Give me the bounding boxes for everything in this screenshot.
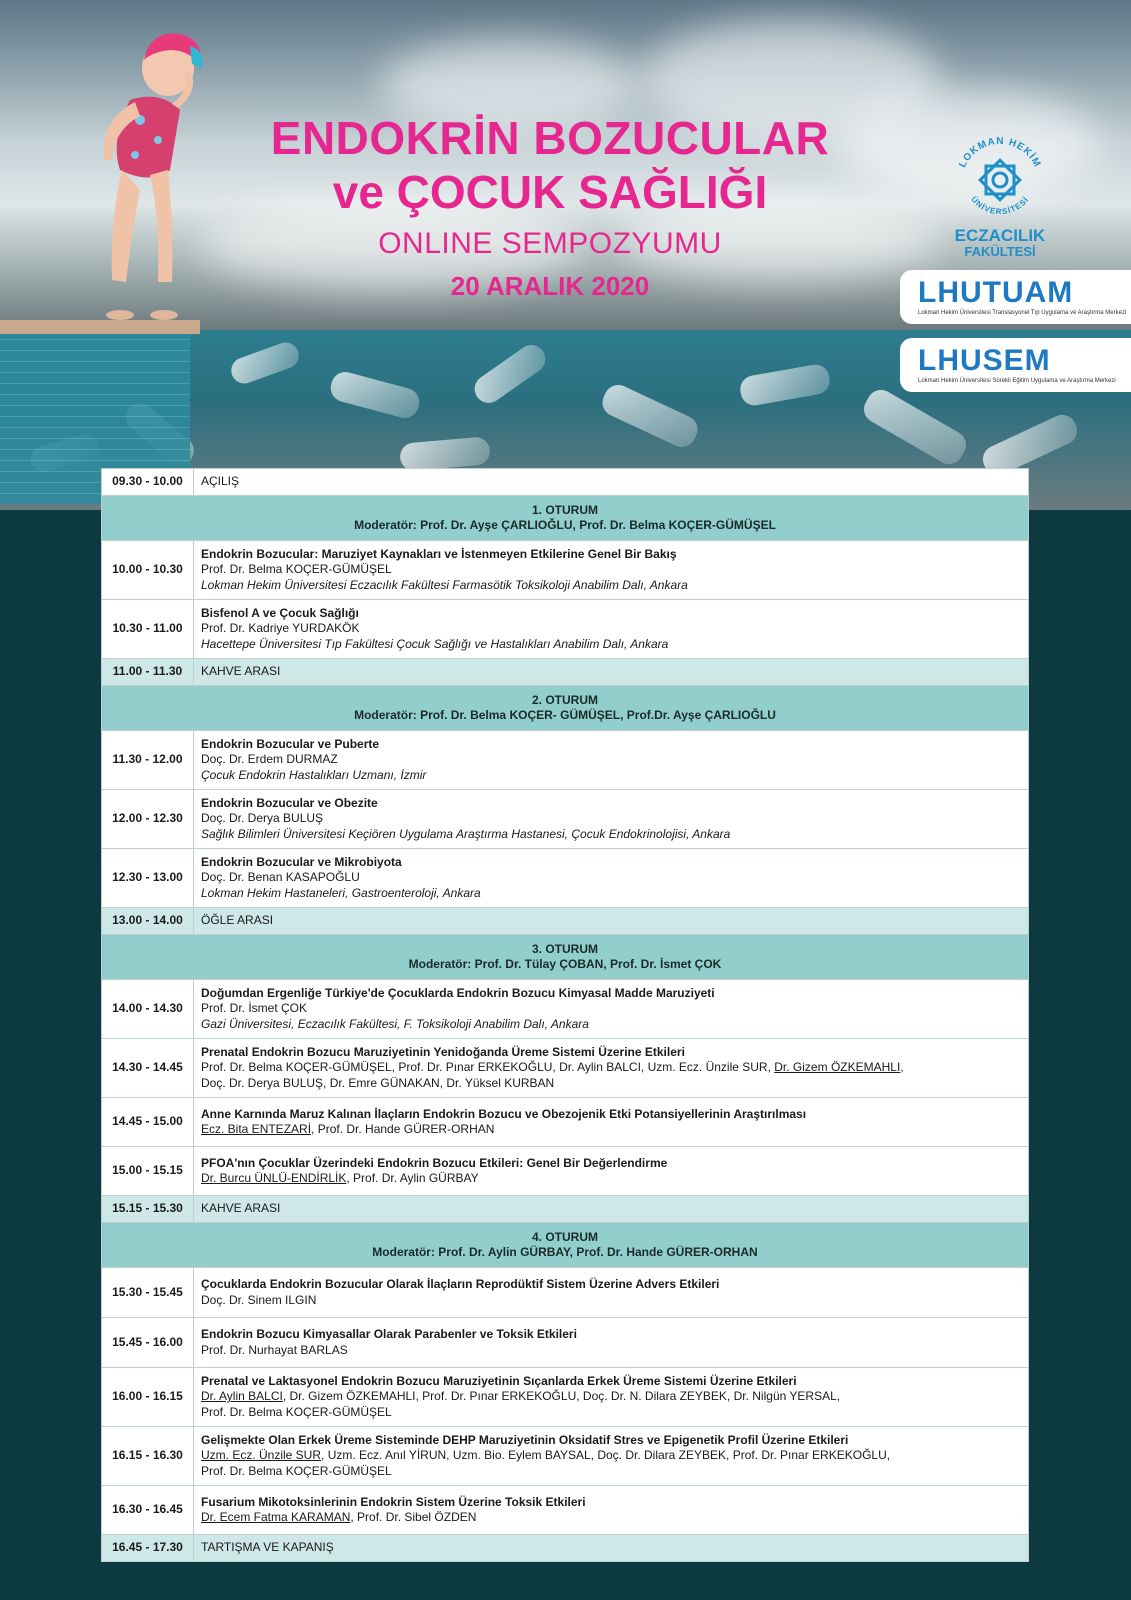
table-row xyxy=(102,541,1029,600)
talk-speaker: Doç. Dr. Erdem DURMAZ xyxy=(201,752,338,767)
authors-text: Prof. Dr. Belma KOÇER-GÜMÜŞEL, Prof. Dr. Pınar ERKEKOĞLU, Dr. Aylin BALCI, Uzm. Ecz. Ünzile SUR, xyxy=(201,1060,775,1075)
lhutuam-name: LHUTUAM xyxy=(918,276,1074,309)
talk-authors xyxy=(201,1060,1021,1076)
talk-authors xyxy=(201,1389,1021,1405)
talk-authors xyxy=(201,1171,1021,1187)
table-row xyxy=(102,1039,1029,1098)
title-line-1: ENDOKRİN BOZUCULAR xyxy=(270,112,830,164)
talk-affiliation: Gazi Üniversitesi, Eczacılık Fakültesi, F. Toksikoloji Anabilim Dalı, Ankara xyxy=(201,1016,589,1031)
slot-time: 11.30 - 12.00 xyxy=(102,731,194,790)
talk-authors-line-2: Prof. Dr. Belma KOÇER-GÜMÜŞEL xyxy=(201,1463,392,1478)
slot-label: ÖĞLE ARASI xyxy=(194,908,1029,935)
talk-speaker: Doç. Dr. Sinem ILGIN xyxy=(201,1292,317,1307)
slot-time: 13.00 - 14.00 xyxy=(102,908,194,935)
session-moderators: Moderatör: Prof. Dr. Ayşe ÇARLIOĞLU, Prof. Dr. Belma KOÇER-GÜMÜŞEL xyxy=(354,518,776,532)
lhusem-logo xyxy=(900,338,1131,392)
talk-authors xyxy=(201,1122,1021,1138)
authors-text: , xyxy=(900,1060,904,1075)
presenter-name: Ecz. Bita ENTEZARİ xyxy=(201,1122,312,1136)
slot-time: 10.30 - 11.00 xyxy=(102,600,194,659)
table-row xyxy=(102,1098,1029,1147)
break-row xyxy=(102,908,1029,935)
slot-label: KAHVE ARASI xyxy=(194,659,1029,686)
pool-edge xyxy=(0,320,200,334)
slot-label: KAHVE ARASI xyxy=(194,1196,1029,1223)
slot-time: 14.45 - 15.00 xyxy=(102,1098,194,1147)
presenter-name: Dr. Burcu ÜNLÜ-ENDİRLİK xyxy=(201,1171,347,1185)
svg-text:LOKMAN HEKİM xyxy=(957,136,1042,170)
talk-title: Bisfenol A ve Çocuk Sağlığı xyxy=(201,605,359,620)
session-moderators: Moderatör: Prof. Dr. Aylin GÜRBAY, Prof. Dr. Hande GÜRER-ORHAN xyxy=(372,1245,758,1259)
talk-affiliation: Çocuk Endokrin Hastalıkları Uzmanı, İzmir xyxy=(201,767,427,782)
lhusem-name: LHUSEM xyxy=(918,344,1051,377)
talk-title: Anne Karnında Maruz Kalınan İlaçların Endokrin Bozucu ve Obezojenik Etki Potansiyellerinin Araştırılması xyxy=(201,1106,807,1121)
talk-speaker: Doç. Dr. Derya BULUŞ xyxy=(201,811,324,826)
talk-affiliation: Sağlık Bilimleri Üniversitesi Keçiören Uygulama Araştırma Hastanesi, Çocuk Endokrinolojisi, Ankara xyxy=(201,826,731,841)
break-row xyxy=(102,659,1029,686)
program-table xyxy=(101,468,1029,1562)
talk-authors-line-2: Prof. Dr. Belma KOÇER-GÜMÜŞEL xyxy=(201,1404,392,1419)
presenter-name: Dr. Ecem Fatma KARAMAN xyxy=(201,1510,351,1524)
slot-time: 15.15 - 15.30 xyxy=(102,1196,194,1223)
slot-time: 16.00 - 16.15 xyxy=(102,1368,194,1427)
authors-text: , Prof. Dr. Hande GÜRER-ORHAN xyxy=(311,1122,495,1136)
talk-title: Endokrin Bozucu Kimyasallar Olarak Parabenler ve Toksik Etkileri xyxy=(201,1327,577,1341)
slot-time: 15.00 - 15.15 xyxy=(102,1147,194,1196)
talk-authors xyxy=(201,1448,1021,1464)
hero-banner xyxy=(0,0,1131,510)
session-header xyxy=(102,1223,1029,1268)
session-moderators: Moderatör: Prof. Dr. Tülay ÇOBAN, Prof. Dr. İsmet ÇOK xyxy=(408,957,722,971)
session-title: 4. OTURUM xyxy=(532,1229,598,1244)
slot-time: 15.45 - 16.00 xyxy=(102,1318,194,1368)
presenter-name: Uzm. Ecz. Ünzile SUR xyxy=(201,1448,322,1463)
slot-time: 16.30 - 16.45 xyxy=(102,1486,194,1535)
slot-label: AÇILIŞ xyxy=(194,469,1029,496)
emblem-arc-text-2: ÜNİVERSİTESİ xyxy=(969,194,1031,217)
lhutuam-subtitle: Lokman Hekim Üniversitesi Translasyonel Tıp Uygulama ve Araştırma Merkezi xyxy=(918,310,1127,316)
talk-authors-line-2: Doç. Dr. Derya BULUŞ, Dr. Emre GÜNAKAN, Dr. Yüksel KURBAN xyxy=(201,1075,555,1090)
table-row xyxy=(102,1486,1029,1535)
faculty-line-2: FAKÜLTESİ xyxy=(964,244,1036,259)
talk-title: Endokrin Bozucular ve Puberte xyxy=(201,736,380,751)
session-header xyxy=(102,496,1029,541)
talk-affiliation: Hacettepe Üniversitesi Tıp Fakültesi Çocuk Sağlığı ve Hastalıkları Anabilim Dalı, Ankara xyxy=(201,636,669,651)
session-header xyxy=(102,935,1029,980)
table-row xyxy=(102,1368,1029,1427)
subtitle: ONLINE SEMPOZYUMU xyxy=(378,227,722,260)
table-row xyxy=(102,849,1029,908)
table-row xyxy=(102,1427,1029,1486)
presenter-name: Dr. Gizem ÖZKEMAHLI xyxy=(774,1060,901,1075)
slot-time: 12.00 - 12.30 xyxy=(102,790,194,849)
table-row xyxy=(102,980,1029,1039)
talk-title: Çocuklarda Endokrin Bozucular Olarak İlaçların Reprodüktif Sistem Üzerine Advers Etkileri xyxy=(201,1277,720,1291)
session-title: 1. OTURUM xyxy=(532,502,598,517)
slot-time: 11.00 - 11.30 xyxy=(102,659,194,686)
table-row xyxy=(102,790,1029,849)
break-row xyxy=(102,1196,1029,1223)
university-emblem-icon xyxy=(950,130,1050,222)
slot-time: 16.45 - 17.30 xyxy=(102,1535,194,1562)
talk-title: Endokrin Bozucular: Maruziyet Kaynakları ve İstenmeyen Etkilerine Genel Bir Bakış xyxy=(201,546,677,561)
talk-title: Endokrin Bozucular ve Mikrobiyota xyxy=(201,854,402,869)
talk-title: PFOA'nın Çocuklar Üzerindeki Endokrin Bozucu Etkileri: Genel Bir Değerlendirme xyxy=(201,1155,668,1170)
slot-time: 14.00 - 14.30 xyxy=(102,980,194,1039)
lhutuam-logo xyxy=(900,270,1131,324)
slot-time: 15.30 - 15.45 xyxy=(102,1268,194,1318)
slot-time: 10.00 - 10.30 xyxy=(102,541,194,600)
authors-text: , Uzm. Ecz. Anıl YİRUN, Uzm. Bio. Eylem BAYSAL, Doç. Dr. Dilara ZEYBEK, Prof. Dr. Pınar ERKEKOĞLU, xyxy=(321,1448,891,1463)
session-title: 3. OTURUM xyxy=(532,941,598,956)
talk-title: Prenatal ve Laktasyonel Endokrin Bozucu Maruziyetinin Sıçanlarda Erkek Üreme Sistemi Üzerine Etkileri xyxy=(201,1373,797,1388)
table-row xyxy=(102,731,1029,790)
talk-speaker: Doç. Dr. Benan KASAPOĞLU xyxy=(201,870,360,885)
talk-speaker: Prof. Dr. İsmet ÇOK xyxy=(201,1001,308,1016)
session-moderators: Moderatör: Prof. Dr. Belma KOÇER- GÜMÜŞEL, Prof.Dr. Ayşe ÇARLIOĞLU xyxy=(354,708,776,722)
talk-affiliation: Lokman Hekim Hastaneleri, Gastroenteroloji, Ankara xyxy=(201,885,481,900)
talk-title: Endokrin Bozucular ve Obezite xyxy=(201,795,378,810)
event-date: 20 ARALIK 2020 xyxy=(450,271,650,301)
eczacilik-logo xyxy=(940,130,1060,259)
table-row xyxy=(102,1147,1029,1196)
talk-speaker: Prof. Dr. Nurhayat BARLAS xyxy=(201,1342,348,1357)
session-header xyxy=(102,686,1029,731)
talk-speaker: Prof. Dr. Belma KOÇER-GÜMÜŞEL xyxy=(201,562,392,577)
authors-text: , Dr. Gizem ÖZKEMAHLI, Prof. Dr. Pınar ERKEKOĞLU, Doç. Dr. N. Dilara ZEYBEK, Dr. Nilgün YERSAL, xyxy=(282,1389,841,1404)
talk-speaker: Prof. Dr. Kadriye YURDAKÖK xyxy=(201,621,360,636)
talk-affiliation: Lokman Hekim Üniversitesi Eczacılık Fakültesi Farmasötik Toksikoloji Anabilim Dalı, Ankara xyxy=(201,577,688,592)
break-row xyxy=(102,1535,1029,1562)
faculty-line-1: ECZACILIK xyxy=(954,226,1046,245)
title-block xyxy=(230,112,870,306)
session-title: 2. OTURUM xyxy=(532,692,598,707)
talk-title: Prenatal Endokrin Bozucu Maruziyetinin Yenidoğanda Üreme Sistemi Üzerine Etkileri xyxy=(201,1044,685,1059)
slot-label: TARTIŞMA VE KAPANIŞ xyxy=(194,1535,1029,1562)
table-row xyxy=(102,1268,1029,1318)
table-row xyxy=(102,600,1029,659)
presenter-name: Dr. Aylin BALCI xyxy=(201,1389,283,1404)
talk-authors xyxy=(201,1510,1021,1526)
slot-time: 14.30 - 14.45 xyxy=(102,1039,194,1098)
table-row xyxy=(102,469,1029,496)
authors-text: , Prof. Dr. Aylin GÜRBAY xyxy=(346,1171,479,1185)
slot-time: 16.15 - 16.30 xyxy=(102,1427,194,1486)
slot-time: 09.30 - 10.00 xyxy=(102,469,194,496)
talk-title: Fusarium Mikotoksinlerinin Endokrin Sistem Üzerine Toksik Etkileri xyxy=(201,1494,586,1509)
talk-title: Gelişmekte Olan Erkek Üreme Sisteminde DEHP Maruziyetinin Oksidatif Stres ve Epigenetik Profil Üzerine Etkileri xyxy=(201,1432,849,1447)
lhusem-subtitle: Lokman Hekim Üniversitesi Sürekli Eğitim Uygulama ve Araştırma Merkezi xyxy=(918,378,1116,384)
authors-text: , Prof. Dr. Sibel ÖZDEN xyxy=(350,1510,477,1524)
slot-time: 12.30 - 13.00 xyxy=(102,849,194,908)
emblem-arc-text: LOKMAN HEKİM xyxy=(957,135,1043,170)
child-swimmer-illustration xyxy=(40,20,210,320)
talk-title: Doğumdan Ergenliğe Türkiye'de Çocuklarda Endokrin Bozucu Kimyasal Madde Maruziyeti xyxy=(201,985,715,1000)
table-row xyxy=(102,1318,1029,1368)
title-line-2: ve ÇOCUK SAĞLIĞI xyxy=(332,166,768,218)
